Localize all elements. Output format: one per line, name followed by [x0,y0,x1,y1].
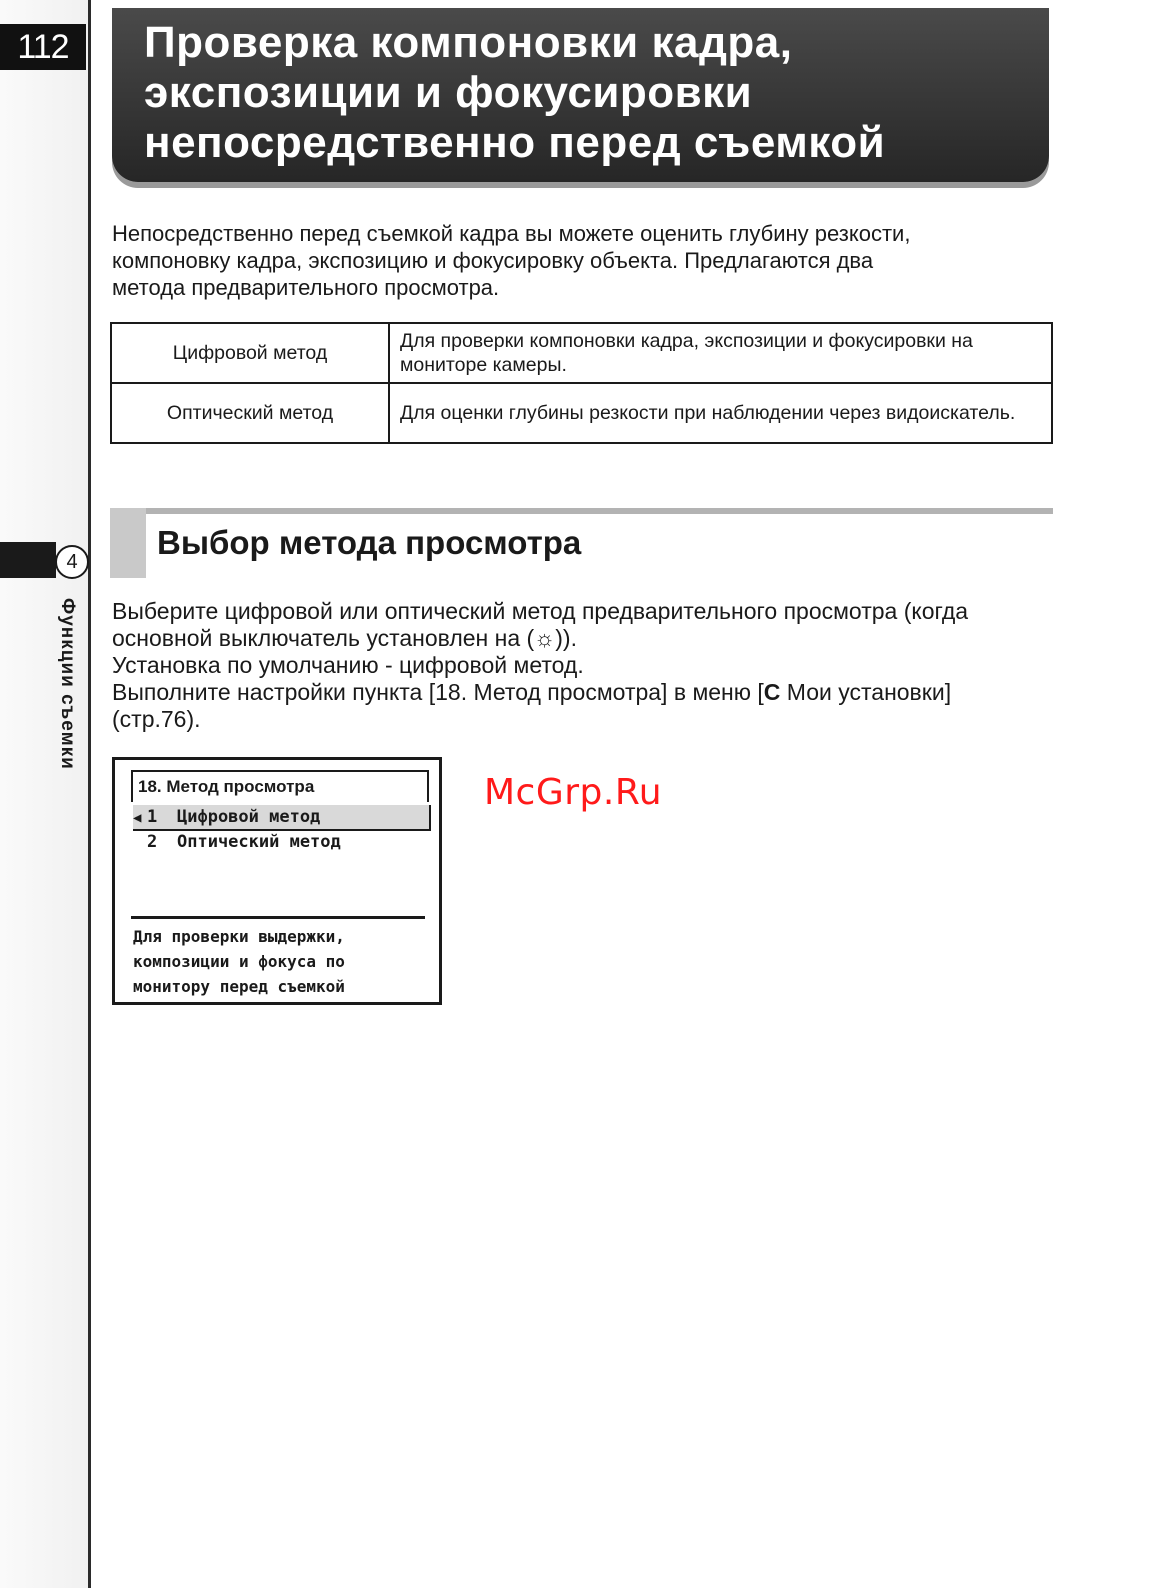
custom-menu-icon: C [763,679,781,705]
chapter-tab-bar [0,542,56,578]
page-title: Проверка компоновки кадра, экспозиции и фокусировки непосредственно перед съемкой [144,18,886,167]
body-line: Установка по умолчанию - цифровой метод. [112,652,584,678]
intro-paragraph: Непосредственно перед съемкой кадра вы можете оценить глубину резкости, компоновку кадра, экспозицию и фокусировку объекта. Предлагаются два метода предварительного просмотра. [112,221,911,300]
menu-item-label: Оптический метод [177,832,341,852]
menu-item-label: Цифровой метод [177,807,321,827]
menu-help-text: Для проверки выдержки, композиции и фокуса по монитору перед съемкой [133,927,345,996]
watermark: McGrp.Ru [484,772,663,813]
method-name: Цифровой метод [111,323,389,383]
menu-item-optical[interactable] [133,830,429,854]
methods-table [110,322,1053,444]
menu-item-number: 1 [147,807,158,827]
body-line [112,679,1062,706]
camera-menu-screen [112,757,442,1005]
page-number: 112 [0,24,86,70]
body-line-suffix: Мои установки] [780,679,952,705]
title-banner [112,8,1049,182]
menu-divider [131,916,425,919]
body-line: (стр.76). [112,706,201,732]
left-margin [0,0,88,1588]
menu-item-digital[interactable] [133,805,431,831]
section-title: Выбор метода просмотра [157,524,582,561]
chapter-label: Функции съемки [57,598,78,770]
method-description: Для проверки компоновки кадра, экспозиции и фокусировки на мониторе камеры. [389,323,1052,383]
body-line: основной выключатель установлен на (☼)). [112,625,577,651]
menu-header: 18. Метод просмотра [131,770,429,802]
body-line: Выберите цифровой или оптический метод предварительного просмотра (когда [112,598,969,624]
section-divider [110,508,1053,514]
section-body [112,598,1062,733]
chapter-number: 4 [55,545,89,579]
method-name: Оптический метод [111,383,389,443]
method-description: Для оценки глубины резкости при наблюдении через видоискатель. [389,383,1052,443]
table-row [111,383,1052,443]
margin-rule [88,0,91,1588]
section-marker [110,508,146,578]
body-line-prefix: Выполните настройки пункта [18. Метод просмотра] в меню [ [112,679,764,705]
selection-arrow-icon: ◀ [133,810,142,826]
menu-item-number: 2 [147,832,158,852]
table-row [111,323,1052,383]
